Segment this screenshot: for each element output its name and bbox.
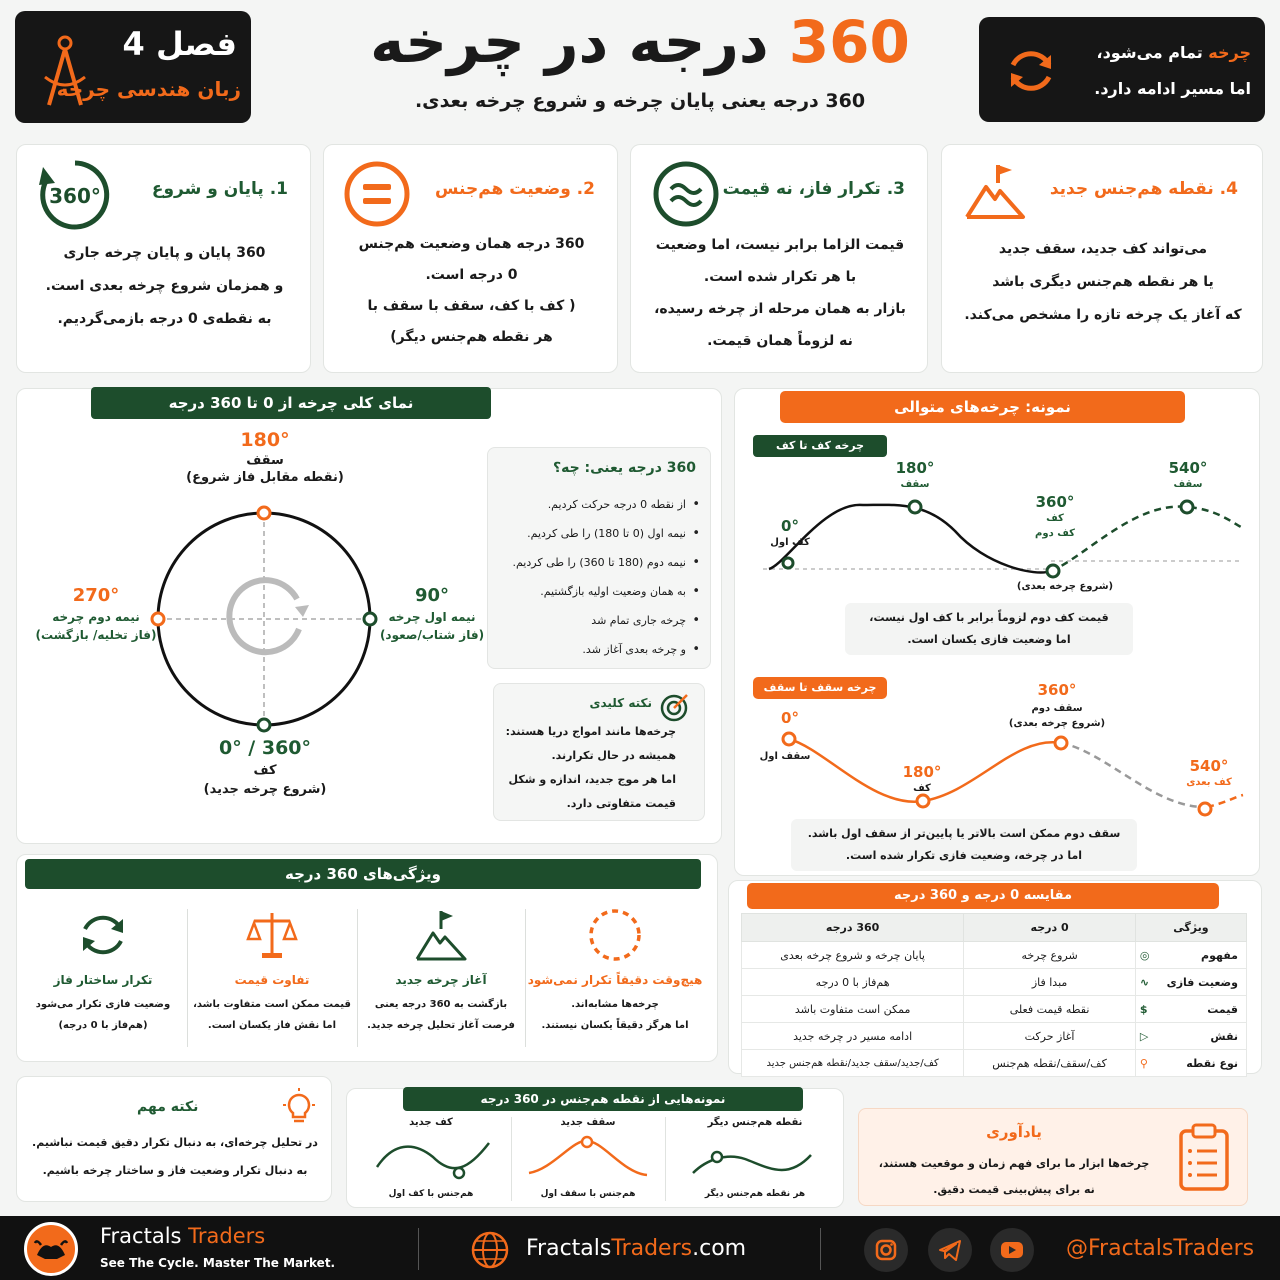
feature-divider <box>357 909 358 1047</box>
card4-line3: که آغاز یک چرخه تازه را مشخص می‌کند. <box>964 307 1242 323</box>
sample3-top: نقطه هم‌جنس دیگر <box>707 1117 803 1128</box>
what-360-item: • چرخه جاری تمام شد <box>492 606 702 635</box>
chapter-label: فصل 4 <box>122 25 237 63</box>
what-360-item: • و چرخه بعدی آغاز شد. <box>492 635 702 664</box>
sample1-top: کف جدید <box>409 1117 453 1128</box>
bull-logo-icon <box>27 1225 75 1273</box>
wave1-tag: چرخه کف تا کف <box>753 435 887 457</box>
compare-cell: ادامه مسیر در چرخه جدید <box>742 1023 964 1050</box>
instagram-button[interactable] <box>864 1228 908 1272</box>
compare-cell: نقش <box>1210 1029 1238 1043</box>
sample2-top: سقف جدید <box>560 1117 616 1128</box>
table-row <box>742 1050 1247 1077</box>
footer <box>0 1216 1280 1280</box>
brand-name-b: Traders <box>188 1224 266 1248</box>
card-new-same-point <box>941 144 1263 373</box>
top-label: سقف <box>246 453 284 468</box>
sample3-bottom: هر نقطه هم‌جنس دیگر <box>704 1189 806 1199</box>
card3-line3: بازار به همان مرحله از چرخه رسیده، <box>654 301 906 317</box>
compare-cell: مفهوم <box>1201 948 1238 962</box>
card2-line2: 0 درجه است. <box>425 267 518 283</box>
key-point-box <box>493 683 705 821</box>
card1-line3: به نقطه‌ی 0 درجه بازمی‌گردیم. <box>57 311 272 327</box>
card4-line1: می‌تواند کف جدید، سقف جدید <box>998 241 1208 257</box>
chapter-badge <box>15 11 251 123</box>
deg-180: 180° <box>240 429 290 451</box>
compare-cell: شروع چرخه <box>964 942 1136 969</box>
sample-other-point-wave <box>687 1137 817 1187</box>
youtube-icon <box>990 1228 1034 1272</box>
w1-label-0: کف اول <box>770 537 810 548</box>
compare-cell: آغاز حرکت <box>964 1023 1136 1050</box>
card4-line2: یا هر نقطه هم‌جنس دیگری باشد <box>992 274 1214 290</box>
w2-deg-360: 360° <box>1037 681 1077 699</box>
compare-header: 360 درجه <box>742 914 964 942</box>
w2-label-360b: (شروع چرخه بعدی) <box>1008 718 1106 729</box>
w1-note-line1: قیمت کف دوم لزوماً برابر با کف اول نیست، <box>869 611 1109 624</box>
table-row <box>742 969 1247 996</box>
key-point-line: اما هر موج جدید، اندازه و شکل <box>508 773 676 786</box>
w1-note-line2: اما وضعیت فازی یکسان است. <box>907 633 1071 646</box>
compare-header: ویژگی <box>1135 914 1246 942</box>
compare-title: مقایسه 0 درجه و 360 درجه <box>747 883 1219 909</box>
clipboard-icon <box>1175 1121 1233 1193</box>
cycle-360-icon <box>37 157 113 233</box>
w2-label-0: سقف اول <box>759 751 811 762</box>
important-line1: در تحلیل چرخه‌ای، به دنبال تکرار دقیق قیمت نباشیم. <box>32 1136 318 1149</box>
bottom-sublabel: (شروع چرخه جدید) <box>203 782 327 797</box>
card2-title: 2. وضعیت هم‌جنس <box>434 179 595 199</box>
reminder-line1: چرخه‌ها ابزار ما برای فهم زمان و موقعیت هستند، <box>878 1157 1150 1170</box>
w2-label-360a: سقف دوم <box>1031 703 1083 714</box>
feature3-title: تفاوت قیمت <box>234 973 310 987</box>
feature1-line1: چرخه‌ها مشابه‌اند. <box>571 999 659 1010</box>
pulse-icon: ∿ <box>1139 975 1150 989</box>
important-note <box>16 1076 332 1202</box>
important-line2: به دنبال تکرار وضعیت فاز و ساختار چرخه باشیم. <box>42 1164 308 1177</box>
telegram-icon <box>928 1228 972 1272</box>
compare-section <box>728 880 1262 1074</box>
title-text: درجه در چرخه <box>370 8 769 76</box>
w2-deg-180: 180° <box>902 763 942 781</box>
card3-title: 3. تکرار فاز، نه قیمت <box>722 179 905 199</box>
circle-section <box>16 388 722 844</box>
feature2-title: آغاز چرخه جدید <box>395 973 487 987</box>
card3-line1: قیمت الزاما برابر نیست، اما وضعیت <box>655 237 905 253</box>
feature-new-cycle <box>359 907 523 1031</box>
w1-label-180: سقف <box>900 479 930 490</box>
card2-line1: 360 درجه همان وضعیت هم‌جنس <box>358 236 585 252</box>
deg-0-360: 0° / 360° <box>218 737 312 759</box>
table-row <box>742 996 1247 1023</box>
w1-deg-540: 540° <box>1168 459 1208 477</box>
card1-title: 1. پایان و شروع <box>151 179 288 199</box>
footer-divider <box>418 1228 419 1270</box>
example-title: نمونه: چرخه‌های متوالی <box>780 391 1185 423</box>
feature-divider <box>525 909 526 1047</box>
feature2-line1: بازگشت به 360 درجه یعنی <box>374 999 508 1010</box>
note-line1: تمام می‌شود، <box>1096 43 1203 62</box>
what-360-item: • نیمه اول (0 تا 180) را طی کردیم. <box>492 519 702 548</box>
what-360-item: • نیمه دوم (180 تا 360) را طی کردیم. <box>492 548 702 577</box>
compare-cell: کف/سقف/نقطه هم‌جنس <box>964 1050 1136 1077</box>
bottom-label: کف <box>253 763 277 778</box>
card-same-type <box>323 144 618 373</box>
w2-note-line1: سقف دوم ممکن است بالاتر یا پایین‌تر از سقف اول باشد. <box>807 827 1121 840</box>
feature4-title: تکرار ساختار فاز <box>53 973 153 987</box>
w1-deg-0: 0° <box>781 517 799 535</box>
reminder-title: یادآوری <box>986 1123 1042 1141</box>
compare-cell: هم‌فاز با 0 درجه <box>742 969 964 996</box>
compare-table <box>741 913 1247 1077</box>
w2-deg-0: 0° <box>781 709 799 727</box>
left-sublabel: (فاز تخلیه/ بازگشت) <box>35 628 157 642</box>
location-icon: ⚲ <box>1139 1056 1148 1070</box>
card-phase-repeat <box>630 144 928 373</box>
instagram-icon <box>864 1228 908 1272</box>
compare-cell: نقطه قیمت فعلی <box>964 996 1136 1023</box>
sample1-bottom: هم‌جنس با کف اول <box>388 1189 474 1199</box>
what-360-box <box>487 447 711 669</box>
features-section <box>16 854 718 1062</box>
card4-title: 4. نقطه هم‌جنس جدید <box>1049 179 1238 199</box>
brand-name-a: Fractals <box>100 1224 182 1248</box>
feature2-line2: فرصت آغاز تحلیل چرخه جدید. <box>367 1020 515 1031</box>
w2-deg-540: 540° <box>1189 757 1229 775</box>
wave2-note <box>791 819 1137 871</box>
key-point-line: قیمت متفاوتی دارد. <box>566 797 676 810</box>
target-icon <box>660 692 690 722</box>
lightbulb-icon <box>279 1087 319 1127</box>
page-subtitle: 360 درجه یعنی پایان چرخه و شروع چرخه بعدی. <box>414 90 866 112</box>
compare-cell: کف/جدید/سقف جدید/نقطه هم‌جنس جدید <box>742 1050 964 1077</box>
reminder-line2: نه برای پیش‌بینی قیمت دقیق. <box>933 1183 1095 1196</box>
compare-cell: پایان چرخه و شروع چرخه بعدی <box>742 942 964 969</box>
card1-line1: 360 پایان و پایان چرخه جاری <box>63 245 266 261</box>
circle-section-title: نمای کلی چرخه از 0 تا 360 درجه <box>91 387 491 419</box>
right-label: نیمه اول چرخه <box>388 610 476 624</box>
social-handle[interactable]: @FractalsTraders <box>1066 1236 1255 1261</box>
refresh-icon <box>1003 43 1059 99</box>
w1-label-360b: کف دوم <box>1035 528 1075 539</box>
mountain-flag-icon <box>413 907 469 963</box>
samples-section <box>346 1088 844 1208</box>
site-part-b: Traders <box>611 1236 693 1261</box>
site-part-c: .com <box>692 1236 747 1261</box>
what-360-item: • به همان وضعیت اولیه بازگشتیم. <box>492 577 702 606</box>
feature3-line2: اما نقش فاز یکسان است. <box>207 1020 337 1031</box>
w2-label-180: کف <box>913 783 931 794</box>
sample-new-top-wave <box>523 1133 653 1187</box>
feature1-title: هیچ‌وقت دقیقاً تکرار نمی‌شود <box>527 973 703 987</box>
refresh-icon <box>75 907 131 963</box>
feature-phase-repeat <box>23 907 183 1031</box>
youtube-button[interactable] <box>990 1228 1034 1272</box>
reminder-box <box>858 1108 1248 1206</box>
compare-cell: نوع نقطه <box>1186 1056 1238 1070</box>
card3-line2: با هر تکرار شده است. <box>703 269 857 285</box>
compare-header: 0 درجه <box>964 914 1136 942</box>
features-title: ویژگی‌های 360 درجه <box>25 859 701 889</box>
site-part-a: Fractals <box>526 1236 612 1261</box>
key-point-line: همیشه در حال تکرارند. <box>551 749 676 762</box>
compare-cell: ممکن است متفاوت باشد <box>742 996 964 1023</box>
wave1-note <box>845 603 1133 655</box>
w1-deg-180: 180° <box>895 459 935 477</box>
compare-cell: مبدا فاز <box>964 969 1136 996</box>
footer-divider <box>820 1228 821 1270</box>
dashed-circle-icon <box>587 907 643 963</box>
website-link[interactable] <box>526 1236 746 1261</box>
feature1-line2: اما هرگز دقیقاً یکسان نیستند. <box>541 1020 689 1031</box>
card1-line2: و همزمان شروع چرخه بعدی است. <box>45 278 284 294</box>
page-title <box>320 6 960 78</box>
important-title: نکته مهم <box>137 1099 199 1115</box>
dollar-icon: $ <box>1139 1002 1148 1016</box>
samples-title: نمونه‌هایی از نقطه هم‌جنس در 360 درجه <box>403 1087 803 1111</box>
sample-divider <box>665 1117 666 1201</box>
equals-icon <box>342 159 412 229</box>
key-point-title: نکته کلیدی <box>589 696 652 710</box>
w2-label-540: کف بعدی <box>1186 777 1232 788</box>
top-sublabel: (نقطه مقابل فاز شروع) <box>186 470 344 485</box>
deg-90: 90° <box>414 585 450 606</box>
mountain-flag-icon <box>964 161 1026 221</box>
w1-label-540: سقف <box>1173 479 1203 490</box>
cycle-circle-diagram <box>137 489 397 749</box>
feature3-line1: قیمت ممکن است متفاوت باشد، <box>193 999 351 1010</box>
example-section <box>734 388 1260 876</box>
feature-divider <box>187 909 188 1047</box>
card2-line3: ( کف با کف، سقف با سقف با <box>367 298 576 314</box>
what-360-item: • از نقطه 0 درجه حرکت کردیم. <box>492 490 702 519</box>
card-end-and-start <box>16 144 311 373</box>
w1-label-360a: کف <box>1046 513 1064 524</box>
scale-icon <box>244 907 300 963</box>
feature4-line2: (هم‌فاز با 0 درجه) <box>58 1020 148 1031</box>
w1-label-360c: (شروع چرخه بعدی) <box>1016 581 1114 592</box>
card3-line4: نه لزوماً همان قیمت. <box>707 333 853 349</box>
play-icon: ▷ <box>1139 1029 1149 1043</box>
card1-badge: 360° <box>49 184 101 208</box>
compare-cell: قیمت <box>1207 1002 1238 1016</box>
compare-cell: وضعیت فازی <box>1166 975 1238 989</box>
sample2-bottom: هم‌جنس با سقف اول <box>540 1189 636 1199</box>
brand-logo <box>24 1222 78 1276</box>
note-line2: اما مسیر ادامه دارد. <box>1094 79 1251 98</box>
title-number: 360 <box>788 8 910 76</box>
w2-note-line2: اما در چرخه، وضعیت فازی تکرار شده است. <box>845 849 1083 862</box>
telegram-button[interactable] <box>928 1228 972 1272</box>
sample-divider <box>511 1117 512 1201</box>
globe-icon <box>470 1230 510 1270</box>
target-icon: ◎ <box>1139 948 1150 962</box>
table-row <box>742 942 1247 969</box>
key-point-line: چرخه‌ها مانند امواج دریا هستند: <box>505 725 676 738</box>
what-360-title: 360 درجه یعنی: چه؟ <box>552 460 696 476</box>
wave-icon <box>651 159 721 229</box>
feature-never-exact <box>527 907 703 1031</box>
feature4-line1: وضعیت فازی تکرار می‌شود <box>35 999 171 1010</box>
card2-line4: هر نقطه هم‌جنس دیگر) <box>390 329 553 345</box>
chapter-subtitle: زبان هندسی چرخه <box>56 77 241 101</box>
sample-new-bottom-wave <box>373 1133 493 1187</box>
deg-270: 270° <box>72 585 120 606</box>
note-word: چرخه <box>1208 43 1251 62</box>
table-row <box>742 1023 1247 1050</box>
right-sublabel: (فاز شتاب/صعود) <box>379 628 485 642</box>
left-label: نیمه دوم چرخه <box>52 610 140 624</box>
brand-tagline: See The Cycle. Master The Market. <box>100 1256 336 1270</box>
feature-price-diff <box>189 907 355 1031</box>
w1-deg-360: 360° <box>1035 493 1075 511</box>
wave2-tag: چرخه سقف تا سقف <box>753 677 887 699</box>
header-note <box>979 17 1265 122</box>
